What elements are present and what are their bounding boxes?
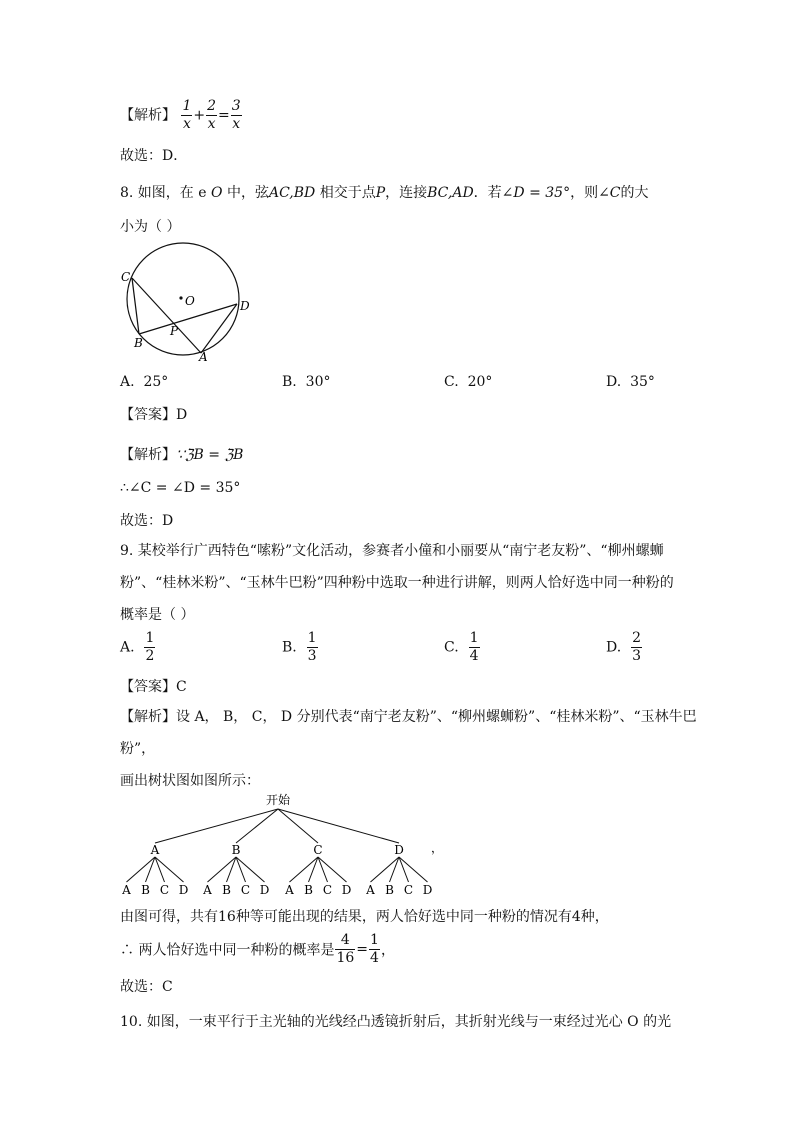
q9-answer: 【答案】C (120, 679, 187, 695)
tree-node-level2: A (122, 883, 131, 897)
q8-analysis-line2: ∴∠C = ∠D = 35° (120, 480, 241, 496)
label-d: D (240, 299, 250, 313)
q8-stem-line2: 小为（ ） (120, 219, 181, 235)
tree-node-level2: C (403, 883, 414, 897)
label-b: B (134, 336, 143, 350)
tree-branch (278, 809, 399, 843)
label-c: C (121, 270, 131, 284)
tree-node-level2: B (222, 883, 231, 897)
tree-node-level2: D (259, 883, 270, 897)
circle-figure (115, 238, 265, 363)
tree-branch (155, 809, 278, 843)
tree-node-level1: B (231, 843, 241, 857)
q9-prob-line: ∴ 两人恰好选中同一种粉的概率是 $\frac{4}{16}$ = $\frac{1}{4}$ ， (120, 932, 395, 966)
q9-analysis-line2: 粉”， (120, 741, 156, 757)
q8-answer: 【答案】D (120, 407, 188, 423)
center-dot (179, 296, 182, 299)
tree-diagram (110, 792, 450, 898)
q9-stem-line3: 概率是（ ） (120, 607, 195, 623)
tree-node-level2: D (178, 883, 189, 897)
tree-node-level2: C (322, 883, 333, 897)
q9-option-a: A. $\frac{1}{2}$ (120, 630, 155, 664)
q8-option-a: A. 25° (120, 374, 169, 390)
label-a: A (199, 350, 208, 363)
q8-analysis-line1: 【解析】∵ℨB = ℨB (120, 447, 244, 463)
q9-tree-intro: 画出树状图如图所示： (120, 773, 260, 789)
tree-node-level2: B (141, 883, 150, 897)
tree-node-level1: C (313, 843, 323, 857)
q7-choice: 故选：D． (120, 148, 188, 164)
tree-node-level2: B (385, 883, 394, 897)
q9-option-d: D. $\frac{2}{3}$ (606, 630, 642, 664)
tree-trailing-comma: ， (430, 841, 444, 855)
segment-ad (201, 304, 237, 353)
q9-option-b: B. $\frac{1}{3}$ (282, 630, 317, 664)
tree-node-level2: B (304, 883, 313, 897)
q8-option-d: D. 35° (606, 374, 655, 390)
q8-stem-line1: 8. 如图，在 e O 中，弦AC,BD 相交于点P，连接BC,AD．若∠D = 35°，则∠C的大 (120, 185, 649, 201)
analysis-label: 【解析】 (120, 107, 176, 124)
q9-stem-line1: 9. 某校举行广西特色“嗦粉”文化活动，参赛者小僮和小丽要从“南宁老友粉”、“柳州螺蛳 (120, 543, 664, 559)
circle (127, 243, 239, 355)
fraction: $\frac{1}{x}$ (182, 98, 192, 132)
tree-node-level1: A (150, 843, 160, 857)
tree-root-label: 开始 (265, 793, 291, 807)
tree-node-level1: D (394, 843, 404, 857)
q8-option-b: B. 30° (282, 374, 331, 390)
q9-option-c: C. $\frac{1}{4}$ (444, 630, 479, 664)
q9-choice: 故选：C (120, 979, 173, 995)
tree-node-level2: D (422, 883, 433, 897)
tree-node-level2: A (203, 883, 212, 897)
tree-node-level2: D (341, 883, 352, 897)
q9-stem-line2: 粉”、“桂林米粉”、“玉林牛巴粉”四种粉中选取一种进行讲解，则两人恰好选中同一种粉的 (120, 575, 674, 591)
fraction: $\frac{2}{x}$ (207, 98, 217, 132)
label-o: O (185, 294, 195, 308)
chord-bd (139, 304, 237, 334)
q7-analysis: 【解析】 $\frac{1}{x}$ + $\frac{2}{x}$ = $\frac{3}{x}$ (120, 98, 241, 132)
tree-branch (236, 809, 278, 843)
q8-option-c: C. 20° (444, 374, 493, 390)
tree-node-level2: C (240, 883, 251, 897)
q9-result-line: 由图可得，共有16种等可能出现的结果，两人恰好选中同一种粉的情况有4种， (120, 909, 609, 925)
fraction: $\frac{3}{x}$ (231, 98, 241, 132)
tree-node-level2: A (366, 883, 375, 897)
tree-node-level2: C (159, 883, 170, 897)
q9-analysis-line1: 【解析】设 A， B， C， D 分别代表“南宁老友粉”、“柳州螺蛳粉”、“桂林米粉”、“玉林牛巴 (120, 709, 697, 725)
tree-node-level2: A (285, 883, 294, 897)
label-p: P (170, 324, 179, 338)
q10-stem-line1: 10. 如图，一束平行于主光轴的光线经凸透镜折射后，其折射光线与一束经过光心 O 的光 (120, 1014, 672, 1030)
tree-branch (278, 809, 318, 843)
q8-choice: 故选：D (120, 513, 174, 529)
